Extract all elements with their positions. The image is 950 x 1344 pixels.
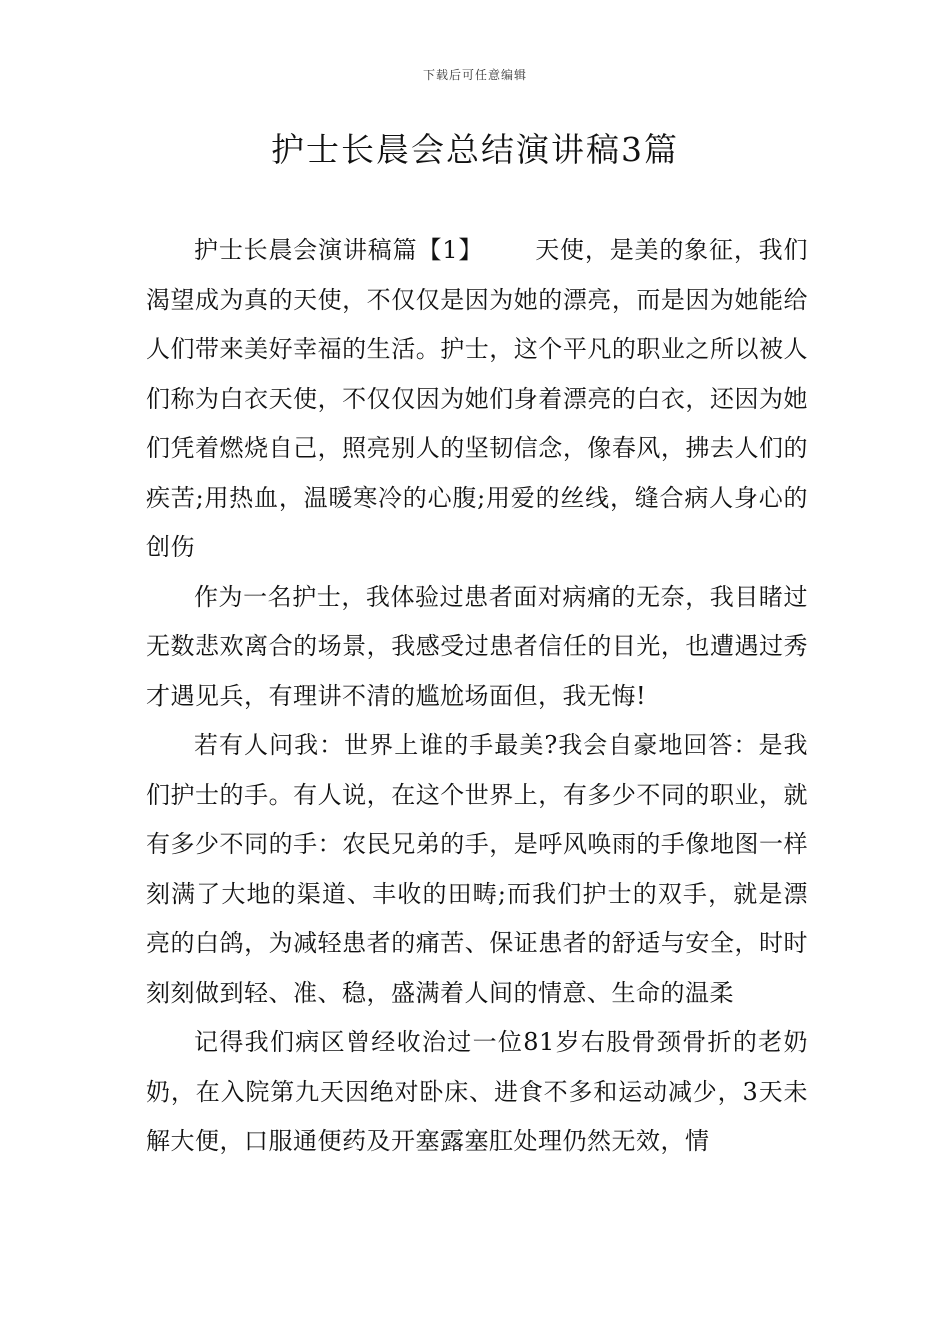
document-title: 护士长晨会总结演讲稿3篇: [271, 130, 679, 169]
header-note: 下载后可任意编辑: [422, 68, 527, 82]
paragraph-text: 天使，是美的象征，我们渴望成为真的天使，不仅仅是因为她的漂亮，而是因为她能给人们带来美好幸福的生活。护士，这个平凡的职业之所以被人们称为白衣天使，不仅仅因为她们身着漂亮的白衣，还因为她们凭着燃烧自己，照亮别人的坚韧信念，像春风，拂去人们的疾苦;用热血，温暖寒冷的心腹;用爱的丝线，缝合病人身心的创伤: [146, 236, 808, 561]
paragraph-1: [146, 226, 808, 573]
section-label: 护士长晨会演讲稿篇【1】: [194, 236, 484, 264]
paragraph-3: 若有人问我：世界上谁的手最美?我会自豪地回答：是我们护士的手。有人说，在这个世界上，有多少不同的职业，就有多少不同的手：农民兄弟的手，是呼风唤雨的手像地图一样刻满了大地的渠道、丰收的田畴;而我们护士的双手，就是漂亮的白鸽，为减轻患者的痛苦、保证患者的舒适与安全，时时刻刻做到轻、准、稳，盛满着人间的情意、生命的温柔: [146, 731, 808, 1007]
document-body: [146, 226, 808, 1167]
paragraph-4: 记得我们病区曾经收治过一位81岁右股骨颈骨折的老奶奶，在入院第九天因绝对卧床、进食不多和运动减少，3天未解大便，口服通便药及开塞露塞肛处理仍然无效，情: [146, 1028, 808, 1155]
paragraph-2: 作为一名护士，我体验过患者面对病痛的无奈，我目睹过无数悲欢离合的场景，我感受过患者信任的目光，也遭遇过秀才遇见兵，有理讲不清的尴尬场面但，我无悔!: [146, 582, 808, 710]
